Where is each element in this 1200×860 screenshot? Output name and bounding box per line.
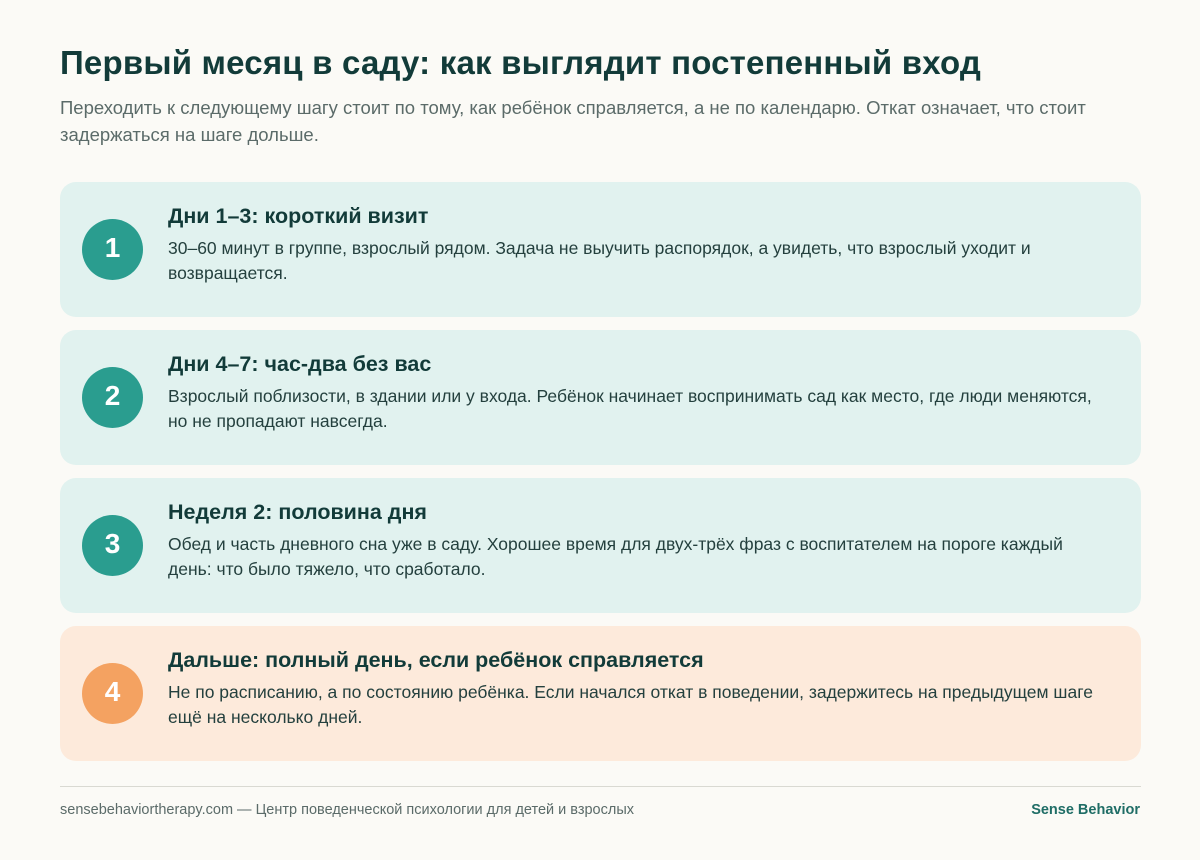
step-number-badge: 1 [82, 219, 143, 280]
step-number-badge: 3 [82, 515, 143, 576]
page-title: Первый месяц в саду: как выглядит постепенный вход [60, 44, 982, 81]
footer-divider [60, 786, 1141, 787]
steps-list [60, 182, 1141, 774]
footer-source: sensebehaviortherapy.com — Центр поведенческой психологии для детей и взрослых [60, 802, 634, 818]
footer-brand: Sense Behavior [1031, 802, 1140, 818]
step-card-4 [60, 626, 1141, 761]
step-description: Обед и часть дневного сна уже в саду. Хорошее время для двух-трёх фраз с воспитателем на пороге каждый день: что было тяжело, что сработало. [168, 534, 1063, 579]
step-title: Неделя 2: половина дня [168, 500, 427, 524]
step-title: Дни 1–3: короткий визит [168, 204, 429, 228]
step-description: 30–60 минут в группе, взрослый рядом. Задача не выучить распорядок, а увидеть, что взрослый уходит и возвращается. [168, 238, 1031, 283]
step-description: Взрослый поблизости, в здании или у входа. Ребёнок начинает воспринимать сад как место, где люди меняются, но не пропадают навсегда. [168, 386, 1092, 431]
step-title: Дальше: полный день, если ребёнок справляется [168, 648, 704, 672]
step-number-badge: 2 [82, 367, 143, 428]
step-card-2 [60, 330, 1141, 465]
step-card-1 [60, 182, 1141, 317]
step-title: Дни 4–7: час-два без вас [168, 352, 432, 376]
step-number-badge: 4 [82, 663, 143, 724]
step-card-3 [60, 478, 1141, 613]
step-description: Не по расписанию, а по состоянию ребёнка. Если начался откат в поведении, задержитесь на предыдущем шаге ещё на несколько дней. [168, 682, 1093, 727]
page-subtitle: Переходить к следующему шагу стоит по тому, как ребёнок справляется, а не по календарю. Откат означает, что стоит задержаться на шаге дольше. [60, 97, 1086, 145]
